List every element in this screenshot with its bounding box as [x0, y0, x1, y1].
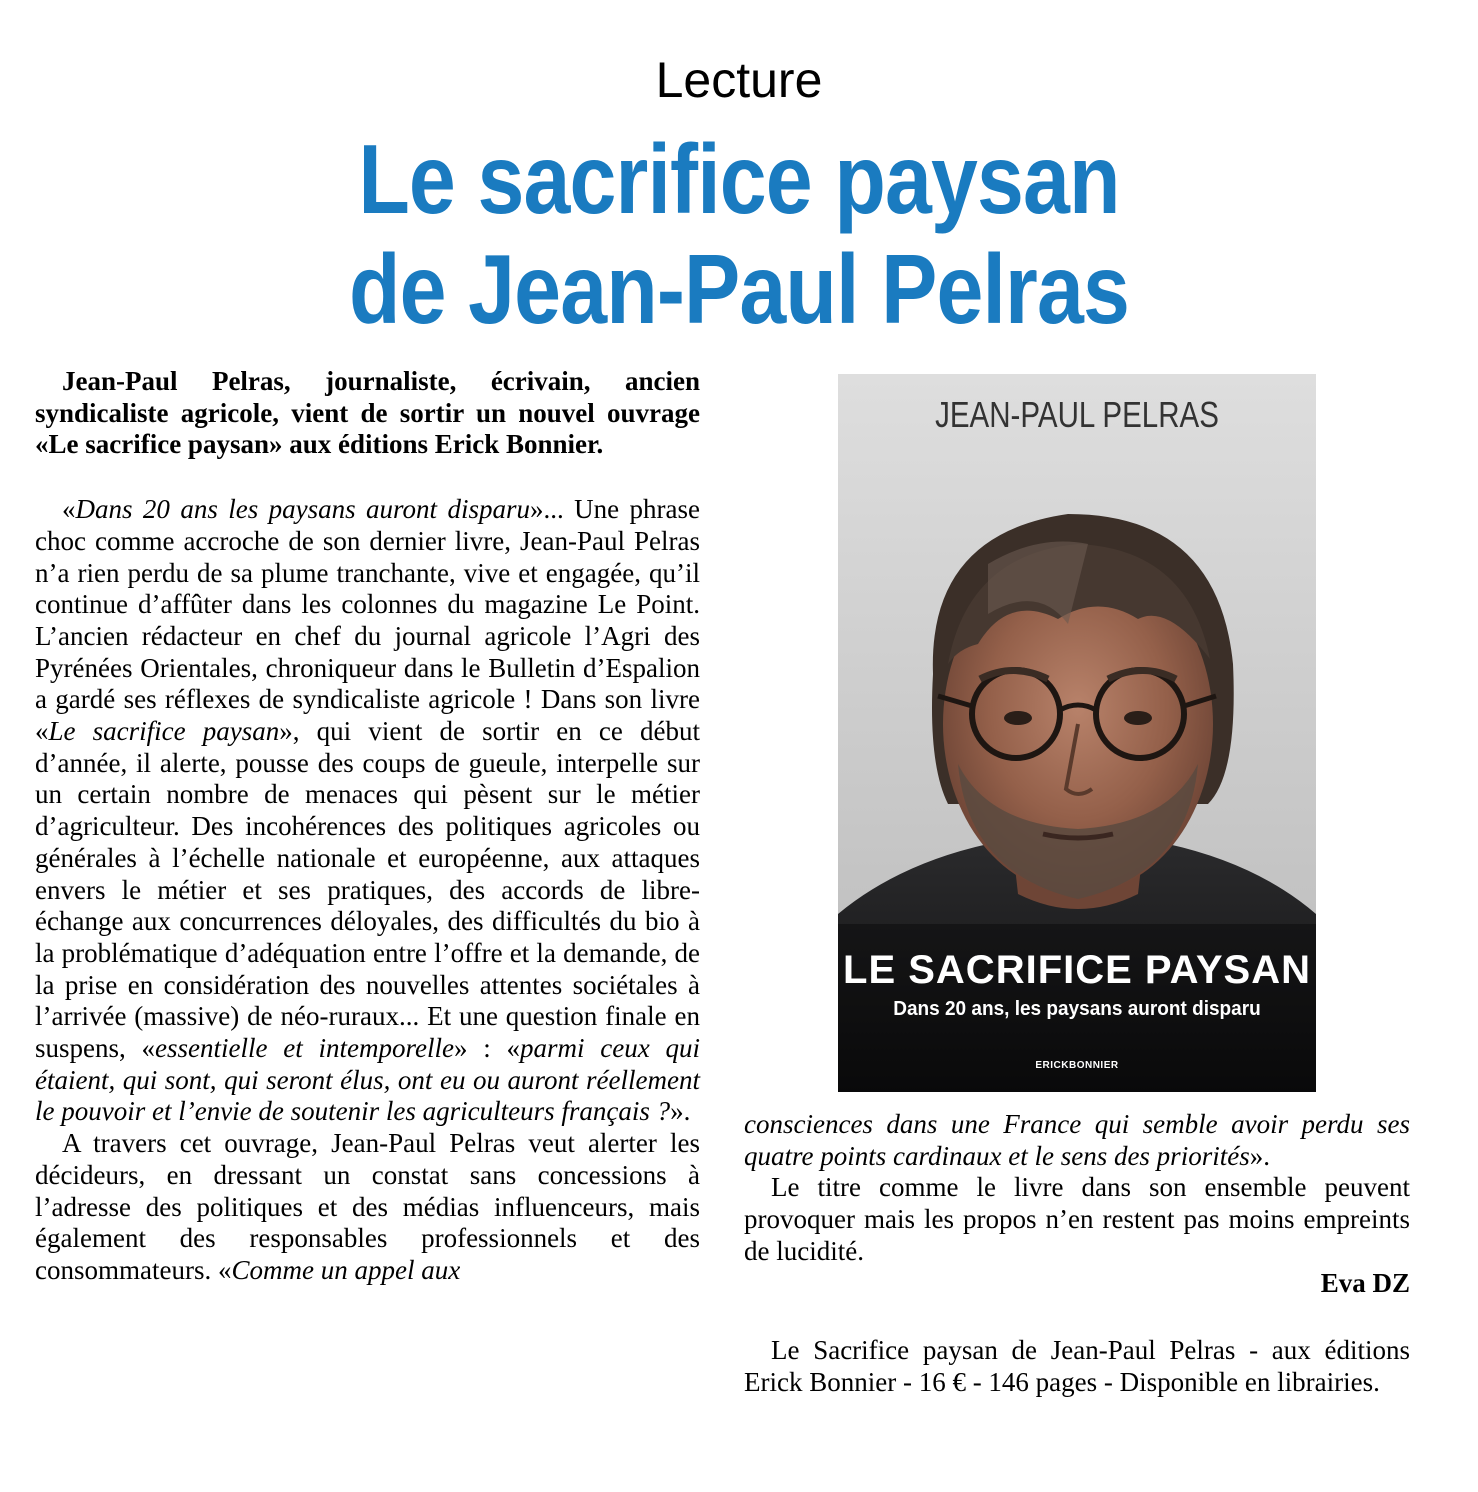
quote-italic-1: Dans 20 ans les paysans auront disparu — [75, 494, 530, 525]
quote-italic-6: consciences dans une France qui semble avoir perdu ses quatre points cardinaux et le sens des priorités — [744, 1109, 1410, 1171]
cover-subtitle: Dans 20 ans, les paysans auront disparu — [893, 998, 1261, 1020]
quote-italic-4: parmi ceux qui étaient, qui sont, qui seront élus, ont eu ou auront réellement le pouvoir et l’envie de soutenir les agriculteurs français ? — [35, 1033, 700, 1127]
paragraph-text: A travers cet ouvrage, Jean-Paul Pelras veut alerter les décideurs, en dressant un constat sans concessions à l’adresse des politiques et des médias influenceurs, mais également des responsables professionnels et des consommateurs. « — [35, 1128, 700, 1285]
article-headline — [103, 124, 1374, 344]
paragraph-text: » : « — [453, 1033, 520, 1064]
paragraph-text: ». — [670, 1096, 691, 1127]
headline-line-2: de Jean-Paul Pelras — [348, 234, 1130, 344]
book-cover-image — [838, 374, 1316, 1092]
paragraph-gap — [744, 1299, 1410, 1335]
article-lead: Jean-Paul Pelras, journaliste, écrivain, ancien syndicaliste agricole, vient de sortir un nouvel ouvrage «Le sacrifice paysan» aux éditions Erick Bonnier. — [35, 366, 700, 460]
article-paragraph-2-continued — [744, 1109, 1410, 1172]
paragraph-text: »... Une phrase choc comme accroche de son dernier livre, Jean-Paul Pelras n’a rien perdu de sa plume tranchante, vive et engagée, qu’il continue d’affûter dans les colonnes du magazine Le Point. L’ancien rédacteur en chef du journal agricole l’Agri des Pyrénées Orientales, chroniqueur dans le Bulletin d’Espalion a gardé ses réflexes de syndicaliste agricole ! Dans son livre « — [35, 494, 700, 747]
article-column-right — [744, 1109, 1410, 1399]
article-paragraph-2 — [35, 1128, 700, 1287]
article-column-left — [35, 366, 700, 1287]
cover-author-name: JEAN-PAUL PELRAS — [935, 394, 1219, 435]
cover-publisher-logo: ERICKBONNIER — [1035, 1060, 1119, 1071]
quote-italic-5: Comme un appel aux — [231, 1254, 461, 1285]
paragraph-text: ». — [1249, 1140, 1270, 1171]
article-paragraph-1 — [35, 494, 700, 1128]
author-portrait — [838, 444, 1316, 1092]
paragraph-gap — [35, 461, 700, 494]
quote-italic-2: Le sacrifice paysan — [48, 716, 280, 747]
rubric-heading: Lecture — [655, 52, 823, 108]
article-paragraph-3: Le titre comme le livre dans son ensemble peuvent provoquer mais les propos n’en restent pas moins empreints de lucidité. — [744, 1172, 1410, 1266]
cover-title: LE SACRIFICE PAYSAN — [843, 948, 1311, 992]
quote-mark: « — [62, 494, 76, 525]
headline-line-1: Le sacrifice paysan — [358, 124, 1120, 234]
author-signature: Eva DZ — [1320, 1267, 1410, 1298]
book-info: Le Sacrifice paysan de Jean-Paul Pelras - aux éditions Erick Bonnier - 16 € - 146 pages - Disponible en librairies. — [744, 1335, 1410, 1397]
quote-italic-3: essentielle et intemporelle — [155, 1033, 454, 1064]
paragraph-text: », qui vient de sortir en ce début d’année, il alerte, pousse des coups de gueule, interpelle sur un certain nombre de menaces qui pèsent sur le métier d’agriculteur. Des incohérences des politiques agricoles ou générales à l’échelle nationale et européenne, aux attaques envers le métier et ses pratiques, des accords de libre-échange aux concurrences déloyales, des difficultés du bio à la problématique d’adéquation entre l’offre et la demande, de la prise en considération des nouvelles attentes sociétales à l’arrivée (massive) de néo-ruraux... Et une question finale en suspens, « — [35, 716, 701, 1064]
